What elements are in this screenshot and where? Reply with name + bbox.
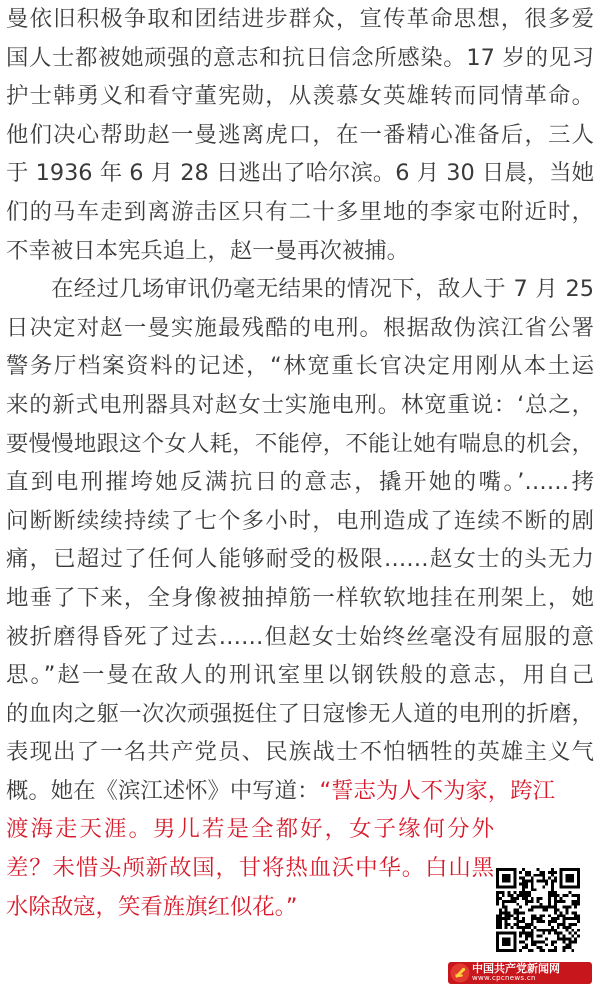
poem-quote-line: 差？未惜头颅新故国，甘将热血沃中华。白山黑 [6, 855, 494, 882]
paragraph-line: 警务厅档案资料的记述，“林宽重长官决定用刚从本土运 [6, 353, 594, 380]
paragraph-line: 日决定对赵一曼实施最残酷的电刑。根据敌伪滨江省公署 [6, 314, 594, 341]
paragraph-line: 来的新式电刑器具对赵女士实施电刑。林宽重说：‘总之， [6, 391, 594, 418]
paragraph-line: 被折磨得昏死了过去……但赵女士始终丝毫没有屈服的意 [6, 623, 594, 650]
paragraph-line: 思。”赵一曼在敌人的刑讯室里以钢铁般的意志，用自己 [6, 662, 594, 689]
paragraph-line: 表现出了一名共产党员、民族战士不怕牺牲的英雄主义气 [6, 739, 594, 766]
paragraph-line: 护士韩勇义和看守董宪勋，从羡慕女英雄转而同情革命。 [6, 83, 594, 110]
qr-code-image [496, 868, 580, 952]
poem-quote-line: 渡海走天涯。男儿若是全都好，女子缘何分外 [6, 816, 494, 843]
paragraph-line: 要慢慢地跟这个女人耗，不能停，不能让她有喘息的机会， [6, 430, 594, 457]
paragraph-line: 于 1936 年 6 月 28 日逃出了哈尔滨。6 月 30 日晨，当她 [6, 160, 594, 187]
paragraph-line: 地垂了下来，全身像被抽掉筋一样软软地挂在刑架上，她 [6, 584, 594, 611]
paragraph-line: 直到电刑摧垮她反满抗日的意志，撬开她的嘴。’……拷 [6, 469, 594, 496]
article-body [6, 0, 594, 926]
paragraph-line: 痛，已超过了任何人能够耐受的极限……赵女士的头无力 [6, 546, 594, 573]
paragraph-line: 曼依旧积极争取和团结进步群众，宣传革命思想，很多爱 [6, 6, 594, 32]
party-emblem-icon [450, 963, 470, 983]
paragraph-line: 他们决心帮助赵一曼逃离虎口，在一番精心准备后，三人 [6, 121, 594, 148]
paragraph-line: 不幸被日本宪兵追上，赵一曼再次被捕。 [6, 237, 410, 264]
poem-quote-line: 水除敌寇，笑看旌旗红似花。” [6, 893, 298, 920]
paragraph-line: 在经过几场审讯仍毫无结果的情况下，敌人于 7 月 25 [51, 276, 594, 303]
paragraph-line: 们的马车走到离游击区只有二十多里地的李家屯附近时， [6, 198, 594, 225]
source-watermark-logo [448, 962, 592, 984]
watermark-url: www.cpcnews.cn [472, 974, 536, 982]
poem-intro-text: 概。她在《滨江述怀》中写道： [6, 777, 320, 804]
poem-quote-line: “誓志为人不为家，跨江 [319, 777, 555, 804]
watermark-title: 中国共产党新闻网 [472, 962, 560, 975]
paragraph-line [6, 772, 594, 811]
paragraph-line: 国人士都被她顽强的意志和抗日信念所感染。17 岁的见习 [6, 44, 594, 71]
paragraph-line: 的血肉之躯一次次顽强挺住了日寇惨无人道的电刑的折磨， [6, 700, 594, 727]
paragraph-line: 问断断续续持续了七个多小时，电刑造成了连续不断的剧 [6, 507, 594, 534]
qr-code-pattern [496, 868, 580, 952]
